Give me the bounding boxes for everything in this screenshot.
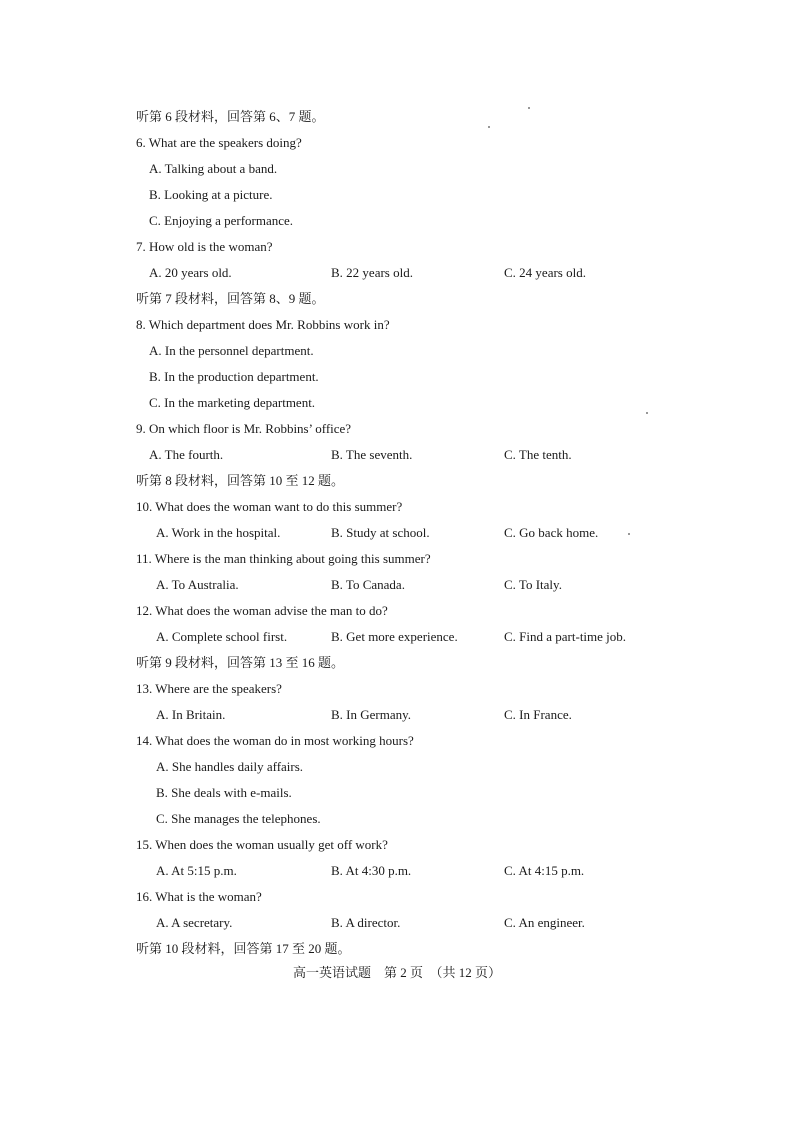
option-b: B. Study at school. (331, 525, 430, 540)
option-b: B. She deals with e-mails. (156, 785, 292, 800)
option-b: B. In Germany. (331, 707, 412, 722)
question-text: 8. Which department does Mr. Robbins work in? (136, 317, 390, 332)
option-a: A. In the personnel department. (149, 343, 314, 358)
option-c: C. In the marketing department. (149, 395, 316, 410)
page-footer: 高一英语试题 第 2 页 （共 12 页） (292, 965, 501, 980)
option-c: C. In France. (504, 707, 572, 722)
option-a: A. In Britain. (156, 707, 226, 722)
section-instruction: 听第 6 段材料，回答第 6、7 题。 (136, 109, 325, 124)
question-text: 11. Where is the man thinking about going this summer? (136, 551, 431, 566)
scan-speck (628, 533, 630, 535)
question-text: 6. What are the speakers doing? (136, 135, 302, 150)
option-a: A. She handles daily affairs. (156, 759, 304, 774)
option-c: C. Enjoying a performance. (149, 213, 294, 228)
option-c: C. Find a part-time job. (504, 629, 627, 644)
question-text: 9. On which floor is Mr. Robbins’ office? (136, 421, 352, 436)
option-b: B. A director. (331, 915, 401, 930)
option-a: A. The fourth. (149, 447, 224, 462)
section-instruction: 听第 8 段材料，回答第 10 至 12 题。 (136, 473, 345, 488)
question-text: 16. What is the woman? (136, 889, 262, 904)
option-a: A. Complete school first. (156, 629, 288, 644)
option-c: C. The tenth. (504, 447, 572, 462)
scan-speck (528, 107, 530, 109)
option-b: B. In the production department. (149, 369, 319, 384)
question-text: 10. What does the woman want to do this summer? (136, 499, 403, 514)
scan-speck (488, 126, 490, 128)
option-b: B. The seventh. (331, 447, 413, 462)
question-text: 15. When does the woman usually get off work? (136, 837, 388, 852)
option-a: A. Work in the hospital. (156, 525, 281, 540)
option-b: B. At 4:30 p.m. (331, 863, 412, 878)
option-a: A. Talking about a band. (149, 161, 278, 176)
question-text: 7. How old is the woman? (136, 239, 273, 254)
option-b: B. 22 years old. (331, 265, 413, 280)
option-c: C. 24 years old. (504, 265, 586, 280)
section-instruction: 听第 10 段材料，回答第 17 至 20 题。 (136, 941, 351, 956)
option-c: C. Go back home. (504, 525, 599, 540)
section-instruction: 听第 9 段材料，回答第 13 至 16 题。 (136, 655, 345, 670)
question-text: 14. What does the woman do in most working hours? (136, 733, 414, 748)
option-a: A. To Australia. (156, 577, 239, 592)
option-a: A. 20 years old. (149, 265, 232, 280)
option-b: B. Looking at a picture. (149, 187, 273, 202)
option-a: A. A secretary. (156, 915, 233, 930)
option-b: B. To Canada. (331, 577, 405, 592)
option-c: C. At 4:15 p.m. (504, 863, 585, 878)
option-a: A. At 5:15 p.m. (156, 863, 237, 878)
option-c: C. To Italy. (504, 577, 562, 592)
question-text: 13. Where are the speakers? (136, 681, 282, 696)
question-text: 12. What does the woman advise the man to do? (136, 603, 388, 618)
section-instruction: 听第 7 段材料，回答第 8、9 题。 (136, 291, 325, 306)
scan-speck (646, 412, 648, 414)
option-b: B. Get more experience. (331, 629, 458, 644)
option-c: C. She manages the telephones. (156, 811, 321, 826)
option-c: C. An engineer. (504, 915, 585, 930)
